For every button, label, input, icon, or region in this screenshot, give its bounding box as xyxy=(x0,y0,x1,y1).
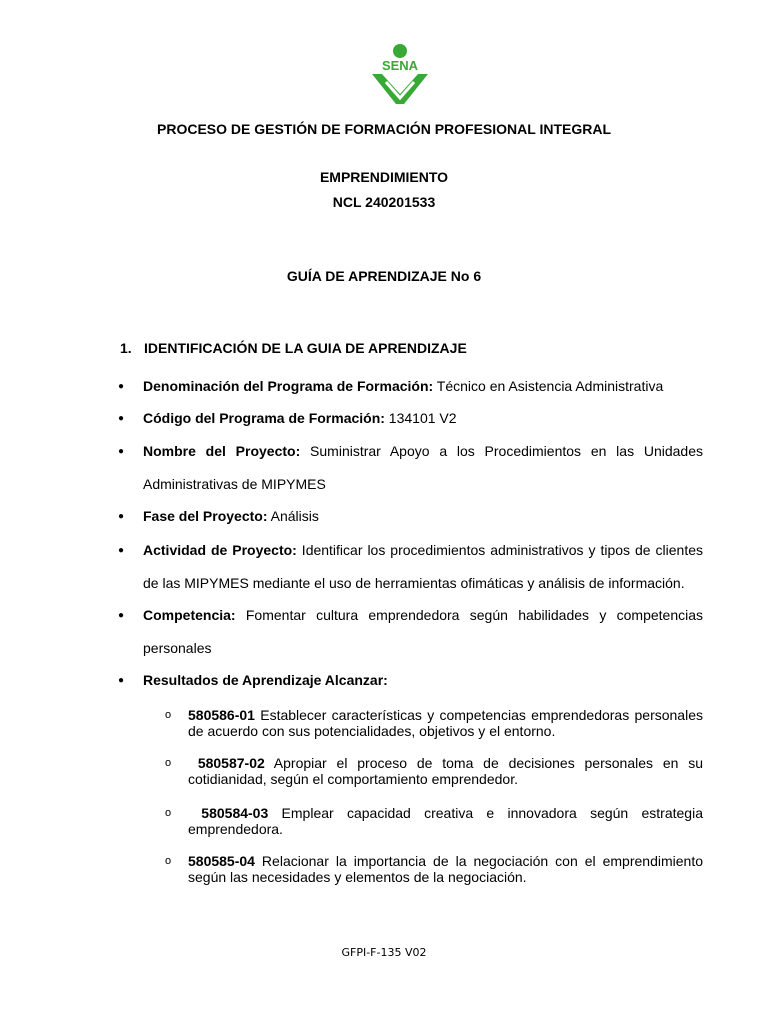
bullet-project-activity xyxy=(118,534,703,600)
bullet-icon: ● xyxy=(118,381,125,392)
bullet-project-phase xyxy=(118,500,703,533)
bullet-icon: ● xyxy=(118,610,125,621)
bullet-icon: ● xyxy=(118,446,125,457)
sena-logo-icon xyxy=(368,42,432,106)
bullet-learning-results xyxy=(118,664,703,697)
bullet-text: Identificar los procedimientos administrativos y tipos de clientes de las MIPYMES mediante el uso de herramientas ofimáticas y análisis de información. xyxy=(143,542,703,591)
guide-title: GUÍA DE APRENDIZAJE No 6 xyxy=(286,268,482,284)
process-title: PROCESO DE GESTIÓN DE FORMACIÓN PROFESIONAL INTEGRAL xyxy=(157,121,611,137)
learning-result-item xyxy=(165,853,703,885)
circle-bullet-icon: o xyxy=(165,807,172,819)
bullet-label: Actividad de Proyecto: xyxy=(143,542,297,558)
learning-result-item xyxy=(165,707,703,739)
bullet-label: Nombre del Proyecto: xyxy=(143,443,301,459)
logo-text: SENA xyxy=(381,58,419,73)
bullet-label: Fase del Proyecto: xyxy=(143,508,268,524)
learning-result-item xyxy=(165,755,703,787)
bullet-icon: ● xyxy=(118,675,125,686)
bullet-text: Fomentar cultura emprendedora según habilidades y competencias personales xyxy=(143,607,703,656)
result-text: Apropiar el proceso de toma de decisiones personales en su cotidianidad, según el comportamiento emprendedor. xyxy=(188,755,703,787)
result-text: Relacionar la importancia de la negociación con el emprendimiento según las necesidades y elementos de la negociación. xyxy=(188,853,703,885)
result-text: Emplear capacidad creativa e innovadora según estrategia emprendedora. xyxy=(188,805,703,837)
result-text: Establecer características y competencias emprendedoras personales de acuerdo con sus potencialidades, objetivos y el entorno. xyxy=(188,707,703,739)
circle-bullet-icon: o xyxy=(165,855,172,867)
bullet-competence xyxy=(118,599,703,665)
footer-form-code: GFPI-F-135 V02 xyxy=(341,946,427,959)
bullet-program-code xyxy=(118,402,703,435)
bullet-program-name xyxy=(118,370,703,403)
bullet-text: Técnico en Asistencia Administrativa xyxy=(433,378,664,394)
section-number: 1. xyxy=(120,340,132,356)
course-title: EMPRENDIMIENTO xyxy=(319,169,449,185)
bullet-text: 134101 V2 xyxy=(384,410,457,426)
circle-bullet-icon: o xyxy=(165,757,172,769)
bullet-text: Análisis xyxy=(267,508,319,524)
bullet-icon: ● xyxy=(118,413,125,424)
bullet-text: Suministrar Apoyo a los Procedimientos en las Unidades Administrativas de MIPYMES xyxy=(143,443,703,492)
ncl-code: NCL 240201533 xyxy=(332,194,436,210)
section-heading xyxy=(120,340,467,356)
circle-bullet-icon: o xyxy=(165,709,172,721)
bullet-project-name xyxy=(118,435,703,501)
result-code: 580584-03 xyxy=(201,805,269,821)
bullet-label: Competencia: xyxy=(143,607,236,623)
bullet-icon: ● xyxy=(118,545,125,556)
section-title: IDENTIFICACIÓN DE LA GUIA DE APRENDIZAJE xyxy=(144,340,467,356)
bullet-label: Denominación del Programa de Formación: xyxy=(143,378,434,394)
result-code: 580587-02 xyxy=(197,755,265,771)
result-code: 580586-01 xyxy=(188,707,255,723)
bullet-label: Resultados de Aprendizaje Alcanzar: xyxy=(143,672,388,688)
learning-result-item xyxy=(165,805,703,837)
bullet-label: Código del Programa de Formación: xyxy=(143,410,385,426)
result-code: 580585-04 xyxy=(188,853,255,869)
bullet-icon: ● xyxy=(118,511,125,522)
